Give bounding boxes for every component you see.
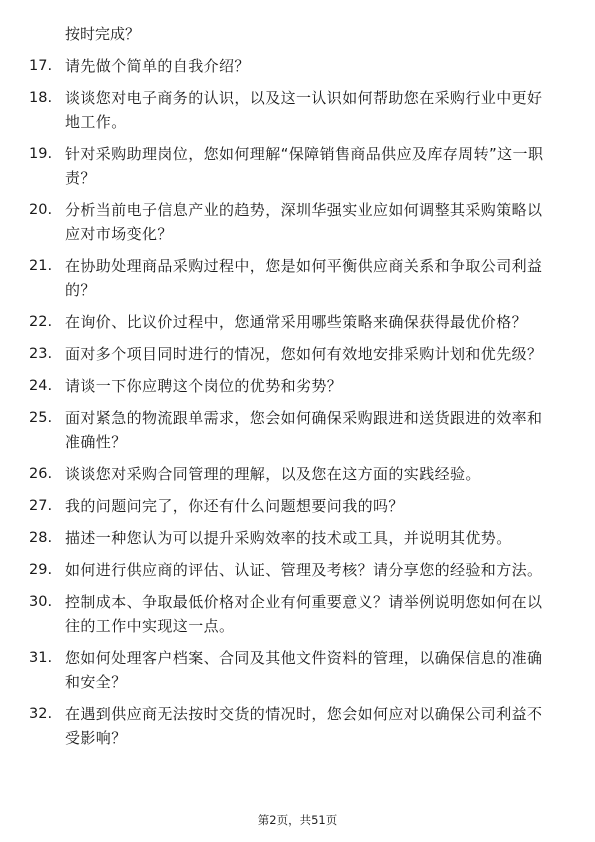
question-number: 27. (29, 498, 53, 514)
question-number: 20. (29, 202, 53, 218)
question-text: 请谈一下你应聘这个岗位的优势和劣势？ (65, 377, 343, 395)
question-list (0, 54, 595, 758)
question-text: 我的问题问完了，你还有什么问题想要问我的吗？ (65, 497, 404, 515)
question-item (0, 310, 595, 334)
question-item (0, 198, 595, 246)
question-text: 面对紧急的物流跟单需求，您会如何确保采购跟进和送货跟进的效率和准确性？ (65, 409, 543, 451)
question-item (0, 646, 595, 694)
question-item (0, 142, 595, 190)
question-number: 23. (29, 346, 53, 362)
question-text: 在遇到供应商无法按时交货的情况时，您会如何应对以确保公司利益不受影响？ (65, 705, 543, 747)
question-number: 26. (29, 466, 53, 482)
question-text: 谈谈您对采购合同管理的理解，以及您在这方面的实践经验。 (65, 465, 481, 483)
question-text: 您如何处理客户档案、合同及其他文件资料的管理，以确保信息的准确和安全？ (65, 649, 543, 691)
question-text: 在协助处理商品采购过程中，您是如何平衡供应商关系和争取公司利益的？ (65, 257, 543, 299)
question-text: 针对采购助理岗位，您如何理解“保障销售商品供应及库存周转”这一职责？ (65, 145, 544, 187)
question-number: 28. (29, 530, 53, 546)
question-number: 17. (29, 58, 53, 74)
question-item (0, 494, 595, 518)
question-item (0, 590, 595, 638)
question-item (0, 702, 595, 750)
question-number: 19. (29, 146, 53, 162)
question-item (0, 406, 595, 454)
question-text: 在询价、比议价过程中，您通常采用哪些策略来确保获得最优价格？ (65, 313, 528, 331)
question-number: 24. (29, 378, 53, 394)
question-item (0, 342, 595, 366)
question-item (0, 254, 595, 302)
question-item (0, 526, 595, 550)
question-text: 面对多个项目同时进行的情况，您如何有效地安排采购计划和优先级？ (65, 345, 543, 363)
question-number: 31. (29, 650, 53, 666)
question-text: 控制成本、争取最低价格对企业有何重要意义？请举例说明您如何在以往的工作中实现这一点。 (65, 593, 543, 635)
question-number: 32. (29, 706, 53, 722)
question-text: 分析当前电子信息产业的趋势，深圳华强实业应如何调整其采购策略以应对市场变化？ (65, 201, 543, 243)
question-text: 如何进行供应商的评估、认证、管理及考核？请分享您的经验和方法。 (65, 561, 543, 579)
question-number: 29. (29, 562, 53, 578)
question-item (0, 54, 595, 78)
question-number: 18. (29, 90, 53, 106)
question-text: 描述一种您认为可以提升采购效率的技术或工具，并说明其优势。 (65, 529, 512, 547)
page-footer: 第2页，共51页 (257, 813, 338, 827)
question-item (0, 374, 595, 398)
question-item (0, 558, 595, 582)
question-item (0, 462, 595, 486)
continued-question-text: 按时完成？ (65, 25, 141, 43)
question-number: 22. (29, 314, 53, 330)
question-number: 25. (29, 410, 53, 426)
question-number: 30. (29, 594, 53, 610)
question-number: 21. (29, 258, 53, 274)
question-text: 谈谈您对电子商务的认识，以及这一认识如何帮助您在采购行业中更好地工作。 (65, 89, 543, 131)
question-item (0, 86, 595, 134)
question-text: 请先做个简单的自我介绍？ (65, 57, 250, 75)
